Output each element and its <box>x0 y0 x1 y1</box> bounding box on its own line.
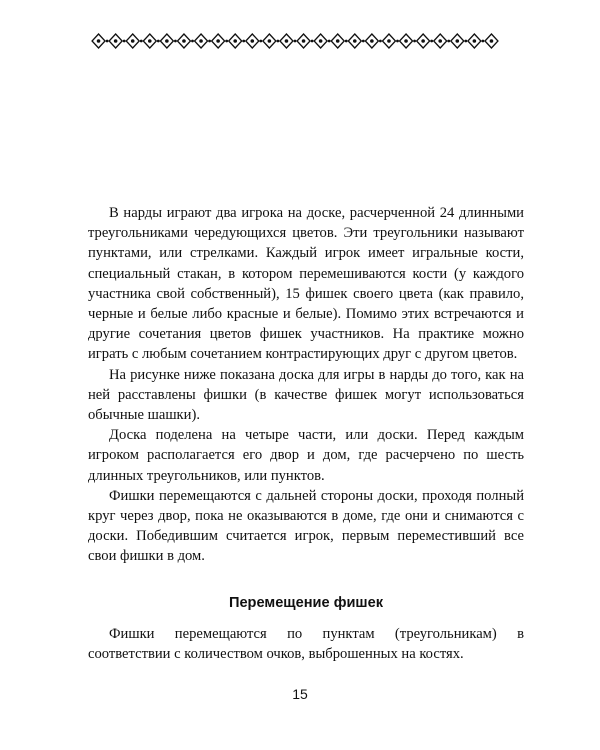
section-heading: Перемещение фишек <box>228 595 384 611</box>
paragraph: Доска поделена на четыре части, или доски. Перед каждым игроком располагается его двор и дом, где расчерчено по шесть длинных треугольников, или пунктов. <box>88 427 524 484</box>
main-text <box>88 203 524 567</box>
diamond-chain-ornament-icon <box>90 28 500 54</box>
section-text <box>88 624 524 664</box>
paragraph: На рисунке ниже показана доска для игры в нарды до того, как на ней расставлены фишки (в качестве фишек могут использоваться обычные шашки). <box>88 366 524 424</box>
paragraph: В нарды играют два игрока на доске, расчерченной 24 длинными треугольниками чередующихся цветов. Эти треугольники называют пунктами, или стрелками. Каждый игрок имеет игральные кости, специальный стакан, в котором перемешиваются кости (у каждого участника свой собственный), 15 фишек своего цвета (как правило, черные и белые либо красные и белые). Помимо этих встречаются и другие сочетания цветов фишек участников. На практике можно играть с любым сочетанием контрастирующих друг с другом цветов. <box>88 205 524 363</box>
page-number: 15 <box>292 686 308 702</box>
paragraph: Фишки перемещаются с дальней стороны доски, проходя полный круг через двор, пока не оказываются в доме, где они и снимаются с доски. Победившим считается игрок, первым переместивший все свои фишки в дом. <box>88 487 524 565</box>
paragraph: Фишки перемещаются по пунктам (треугольникам) в соответствии с количеством очков, выброшенных на костях. <box>88 626 524 663</box>
